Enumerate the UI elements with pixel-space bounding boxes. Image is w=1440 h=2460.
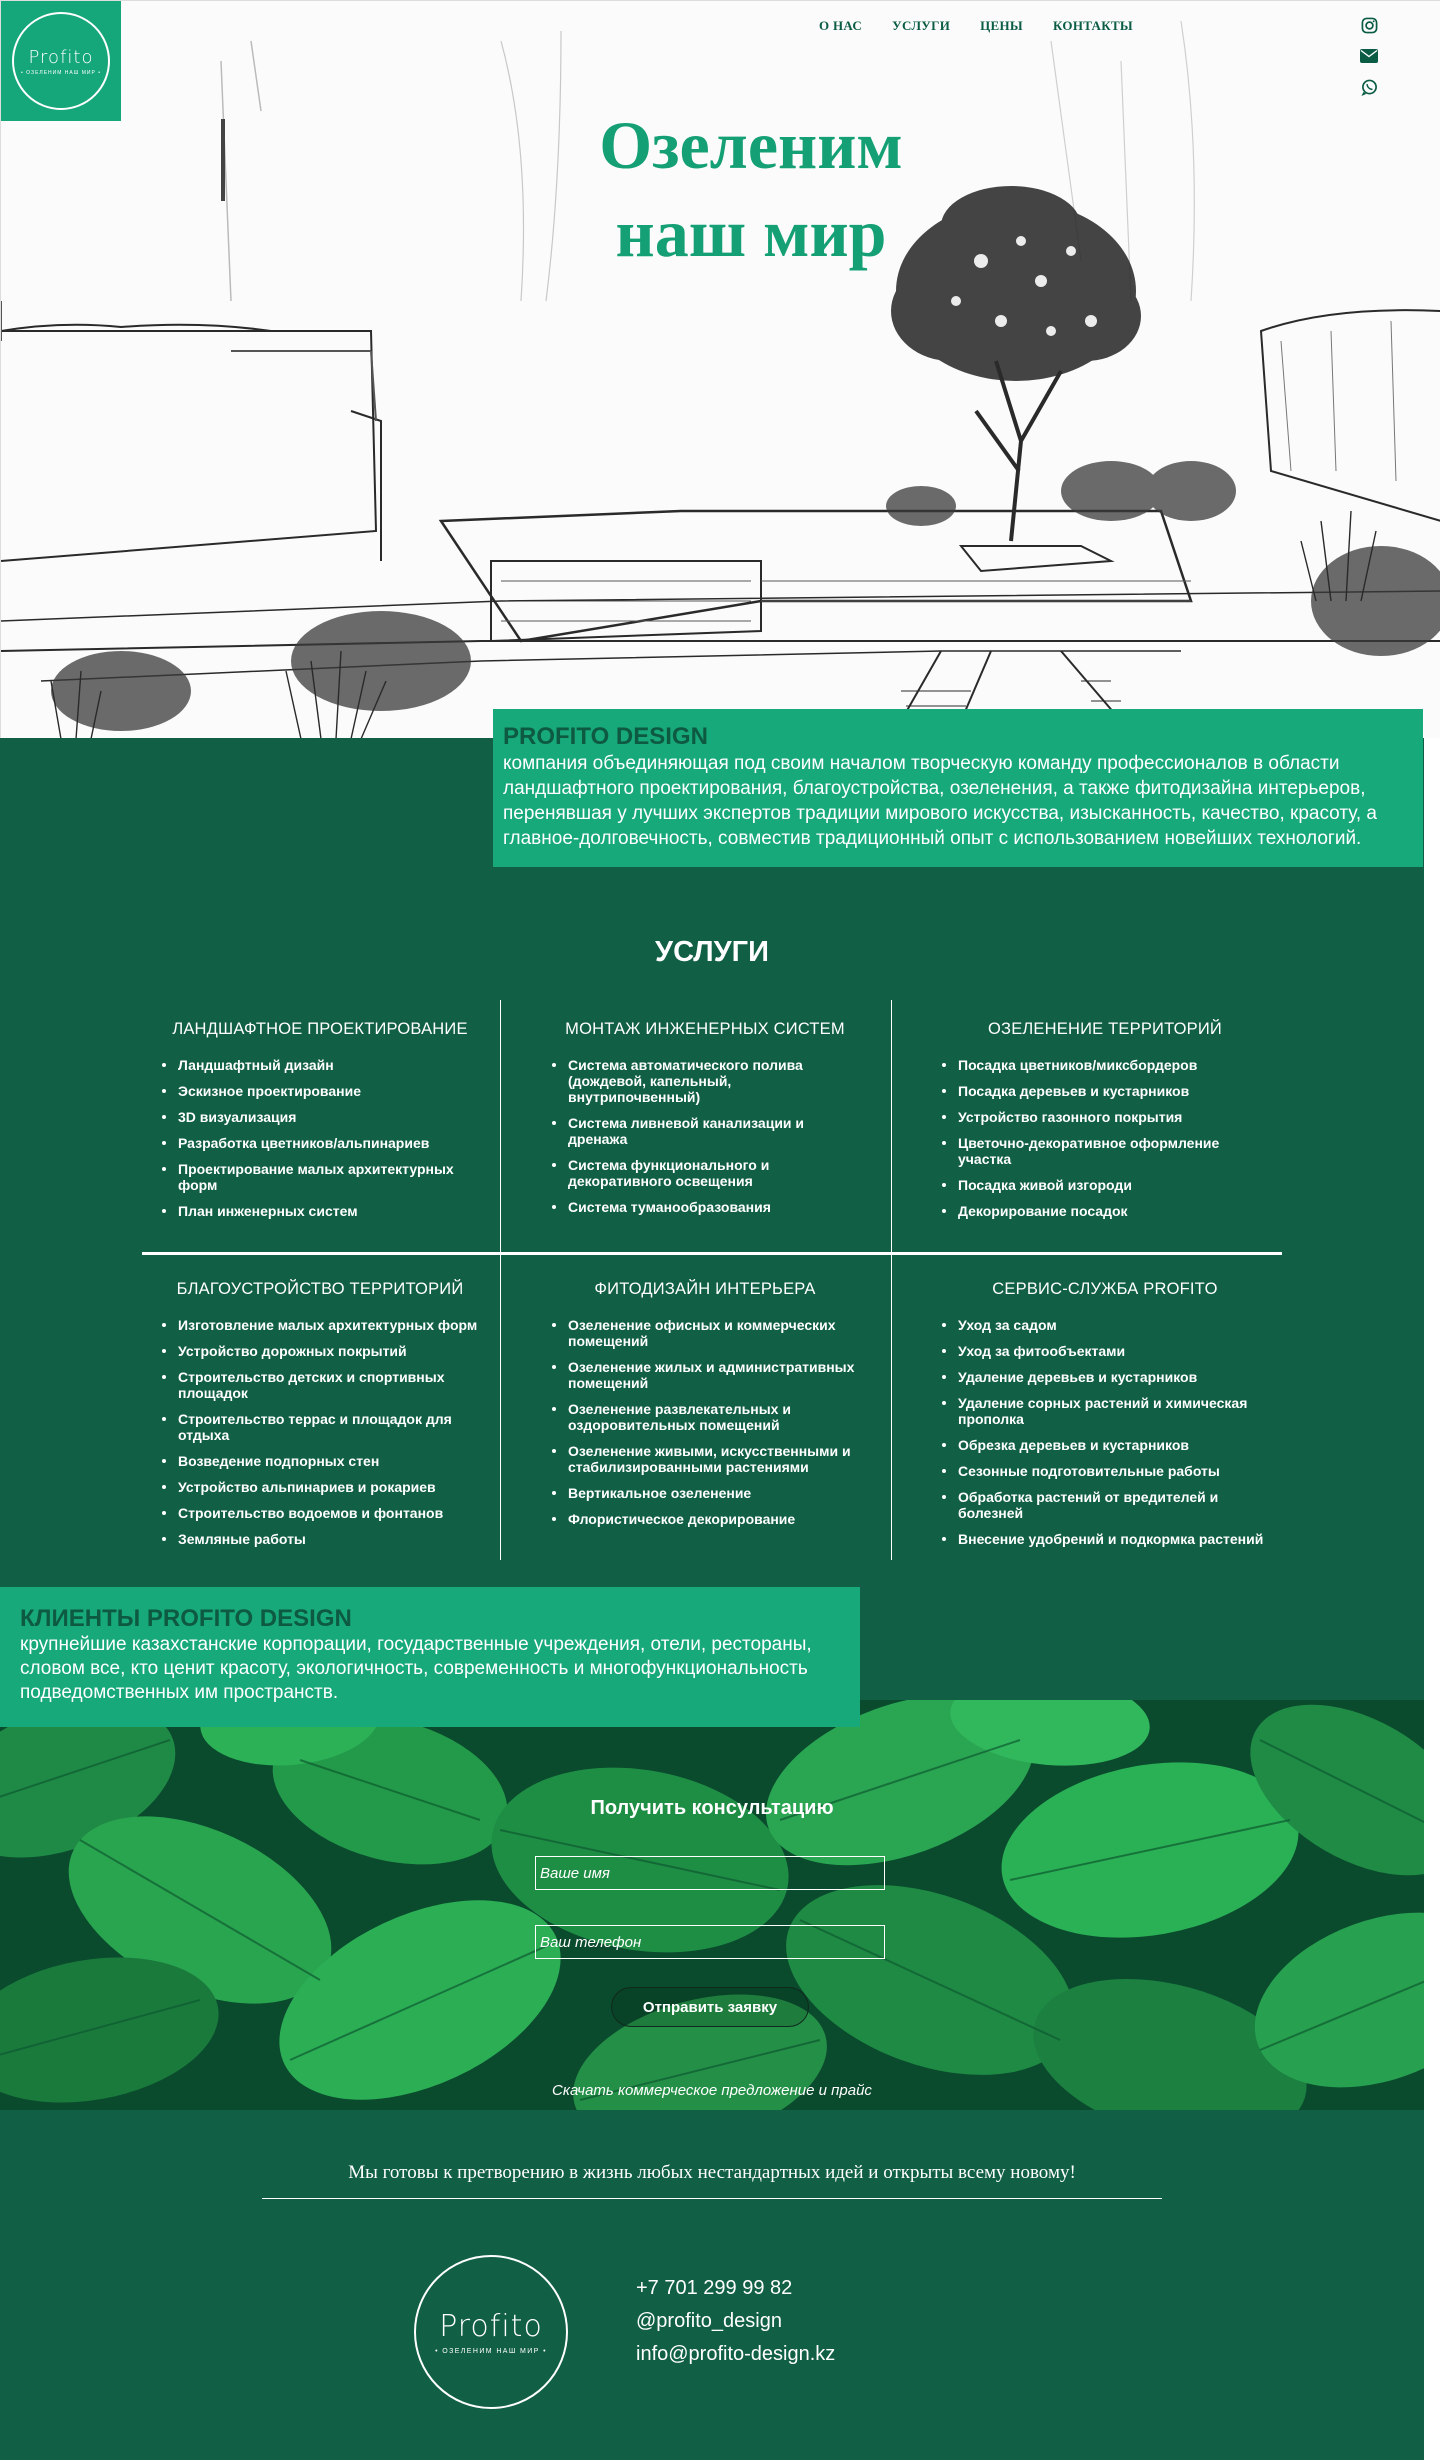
service-column-title: БЛАГОУСТРОЙСТВО ТЕРРИТОРИЙ	[176, 1280, 464, 1298]
service-item: 3D визуализация	[160, 1109, 480, 1125]
footer	[0, 2110, 1424, 2460]
service-list	[160, 1317, 480, 1547]
download-price-link[interactable]: Скачать коммерческое предложение и прайс	[552, 2082, 872, 2099]
instagram-icon[interactable]	[1359, 15, 1379, 35]
service-item: Земляные работы	[160, 1531, 480, 1547]
clients-box	[0, 1587, 860, 1727]
service-item: Система ливневой канализации и дренажа	[550, 1115, 860, 1147]
service-item: Эскизное проектирование	[160, 1083, 480, 1099]
service-item: Строительство детских и спортивных площадок	[160, 1369, 480, 1401]
service-item: Посадка цветников/миксбордеров	[940, 1057, 1270, 1073]
logo-circle	[12, 12, 110, 110]
service-item: Декорирование посадок	[940, 1203, 1270, 1219]
service-item: Внесение удобрений и подкормка растений	[940, 1531, 1270, 1547]
nav-item-about[interactable]: О НАС	[819, 18, 863, 33]
service-column-title: ФИТОДИЗАЙН ИНТЕРЬЕРА	[594, 1280, 816, 1298]
services-divider-vertical	[500, 1000, 501, 1252]
service-column-engineering	[550, 1020, 860, 1225]
services-divider-horizontal	[142, 1252, 1282, 1255]
hero-section	[0, 0, 1440, 738]
service-item: Удаление сорных растений и химическая прополка	[940, 1395, 1270, 1427]
service-item: Ландшафтный дизайн	[160, 1057, 480, 1073]
footer-logo[interactable]	[414, 2255, 568, 2409]
service-item: Разработка цветников/альпинариев	[160, 1135, 480, 1151]
service-item: Изготовление малых архитектурных форм	[160, 1317, 480, 1333]
footer-phone[interactable]: +7 701 299 99 82	[636, 2277, 793, 2299]
service-column-improvement	[160, 1280, 480, 1557]
social-links	[1359, 15, 1379, 97]
nav-item-contacts[interactable]: КОНТАКТЫ	[1053, 18, 1133, 33]
name-input[interactable]	[535, 1856, 885, 1890]
clients-title: КЛИЕНТЫ PROFITO DESIGN	[20, 1605, 352, 1632]
service-item: Флористическое декорирование	[550, 1511, 860, 1527]
nav-item-prices[interactable]: ЦЕНЫ	[980, 18, 1023, 33]
service-item: Возведение подпорных стен	[160, 1453, 480, 1469]
form-title: Получить консультацию	[590, 1797, 834, 1819]
service-item: Удаление деревьев и кустарников	[940, 1369, 1270, 1385]
service-list	[940, 1057, 1270, 1219]
nav-item-services[interactable]: УСЛУГИ	[892, 18, 951, 33]
whatsapp-icon[interactable]	[1359, 77, 1379, 97]
service-item: Сезонные подготовительные работы	[940, 1463, 1270, 1479]
footer-instagram[interactable]: @profito_design	[636, 2310, 782, 2332]
hero-title-line2: наш мир	[615, 195, 887, 271]
about-title: PROFITO DESIGN	[503, 723, 708, 750]
phone-input[interactable]	[535, 1925, 885, 1959]
service-column-greening	[940, 1020, 1270, 1229]
service-list	[550, 1057, 860, 1215]
about-text: компания объединяющая под своим началом творческую команду профессионалов в области ландшафтного проектирования, благоустройства, озеленения, а также фитодизайна интерьеров, перенявшая у лучших экспертов традиции мирового искусства, изысканность, качество, красоту, а главное-долговечность, совместив традиционный опыт с использованием новейших технологий.	[503, 753, 1377, 849]
service-item: Озеленение офисных и коммерческих помещений	[550, 1317, 860, 1349]
service-item: Цветочно-декоративное оформление участка	[940, 1135, 1270, 1167]
footer-divider	[262, 2198, 1162, 2199]
service-list	[550, 1317, 860, 1527]
service-list	[160, 1057, 480, 1219]
service-column-title: ОЗЕЛЕНЕНИЕ ТЕРРИТОРИЙ	[988, 1020, 1222, 1038]
service-column-service	[940, 1280, 1270, 1557]
footer-logo-tagline: • ОЗЕЛЕНИМ НАШ МИР •	[435, 2348, 547, 2355]
service-column-phytodesign	[550, 1280, 860, 1537]
services-title: УСЛУГИ	[655, 936, 769, 968]
service-item: Устройство альпинариев и рокариев	[160, 1479, 480, 1495]
service-item: Обработка растений от вредителей и болезней	[940, 1489, 1270, 1521]
leaves-background-image	[0, 1700, 1424, 2110]
service-column-title: СЕРВИС-СЛУЖБА PROFITO	[992, 1280, 1218, 1298]
service-item: Строительство террас и площадок для отдыха	[160, 1411, 480, 1443]
service-item: Обрезка деревьев и кустарников	[940, 1437, 1270, 1453]
service-item: Устройство дорожных покрытий	[160, 1343, 480, 1359]
footer-logo-wordmark: Profito	[439, 2309, 543, 2344]
service-item: Озеленение жилых и административных помещений	[550, 1359, 860, 1391]
clients-text: крупнейшие казахстанские корпорации, государственные учреждения, отели, рестораны, словом все, кто ценит красоту, экологичность, современность и многофункциональность подведомственных им пространств.	[20, 1634, 812, 1703]
footer-slogan: Мы готовы к претворению в жизнь любых нестандартных идей и открыты всему новому!	[348, 2162, 1076, 2183]
service-item: Озеленение живыми, искусственными и стабилизированными растениями	[550, 1443, 860, 1475]
submit-button[interactable]: Отправить заявку	[611, 1987, 809, 2027]
top-nav	[819, 18, 1133, 34]
leaves-illustration	[0, 1700, 1424, 2110]
service-column-title: МОНТАЖ ИНЖЕНЕРНЫХ СИСТЕМ	[565, 1020, 845, 1038]
service-item: Посадка деревьев и кустарников	[940, 1083, 1270, 1099]
service-item: Система автоматического полива (дождевой, капельный, внутрипочвенный)	[550, 1057, 860, 1105]
hero-title-line1: Озеленим	[599, 107, 903, 183]
service-item: Система туманообразования	[550, 1199, 860, 1215]
footer-email[interactable]: info@profito-design.kz	[636, 2343, 836, 2365]
logo-wordmark: Profito	[28, 46, 94, 68]
service-item: Система функционального и декоративного освещения	[550, 1157, 860, 1189]
footer-contacts	[636, 2272, 835, 2371]
service-list	[940, 1317, 1270, 1547]
hero-title	[521, 101, 981, 277]
service-item: Озеленение развлекательных и оздоровительных помещений	[550, 1401, 860, 1433]
service-column-title: ЛАНДШАФТНОЕ ПРОЕКТИРОВАНИЕ	[172, 1020, 468, 1038]
mail-icon[interactable]	[1359, 46, 1379, 66]
service-item: Уход за фитообъектами	[940, 1343, 1270, 1359]
service-item: Проектирование малых архитектурных форм	[160, 1161, 480, 1193]
service-item: План инженерных систем	[160, 1203, 480, 1219]
services-divider-vertical	[891, 1000, 892, 1252]
about-box	[493, 709, 1423, 867]
service-item: Посадка живой изгороди	[940, 1177, 1270, 1193]
service-item: Строительство водоемов и фонтанов	[160, 1505, 480, 1521]
services-divider-vertical	[500, 1255, 501, 1560]
logo[interactable]	[1, 1, 121, 121]
service-item: Вертикальное озеленение	[550, 1485, 860, 1501]
service-column-landscape-design	[160, 1020, 480, 1229]
service-item: Устройство газонного покрытия	[940, 1109, 1270, 1125]
service-item: Уход за садом	[940, 1317, 1270, 1333]
services-divider-vertical	[891, 1255, 892, 1560]
logo-tagline: • ОЗЕЛЕНИМ НАШ МИР •	[21, 69, 101, 76]
